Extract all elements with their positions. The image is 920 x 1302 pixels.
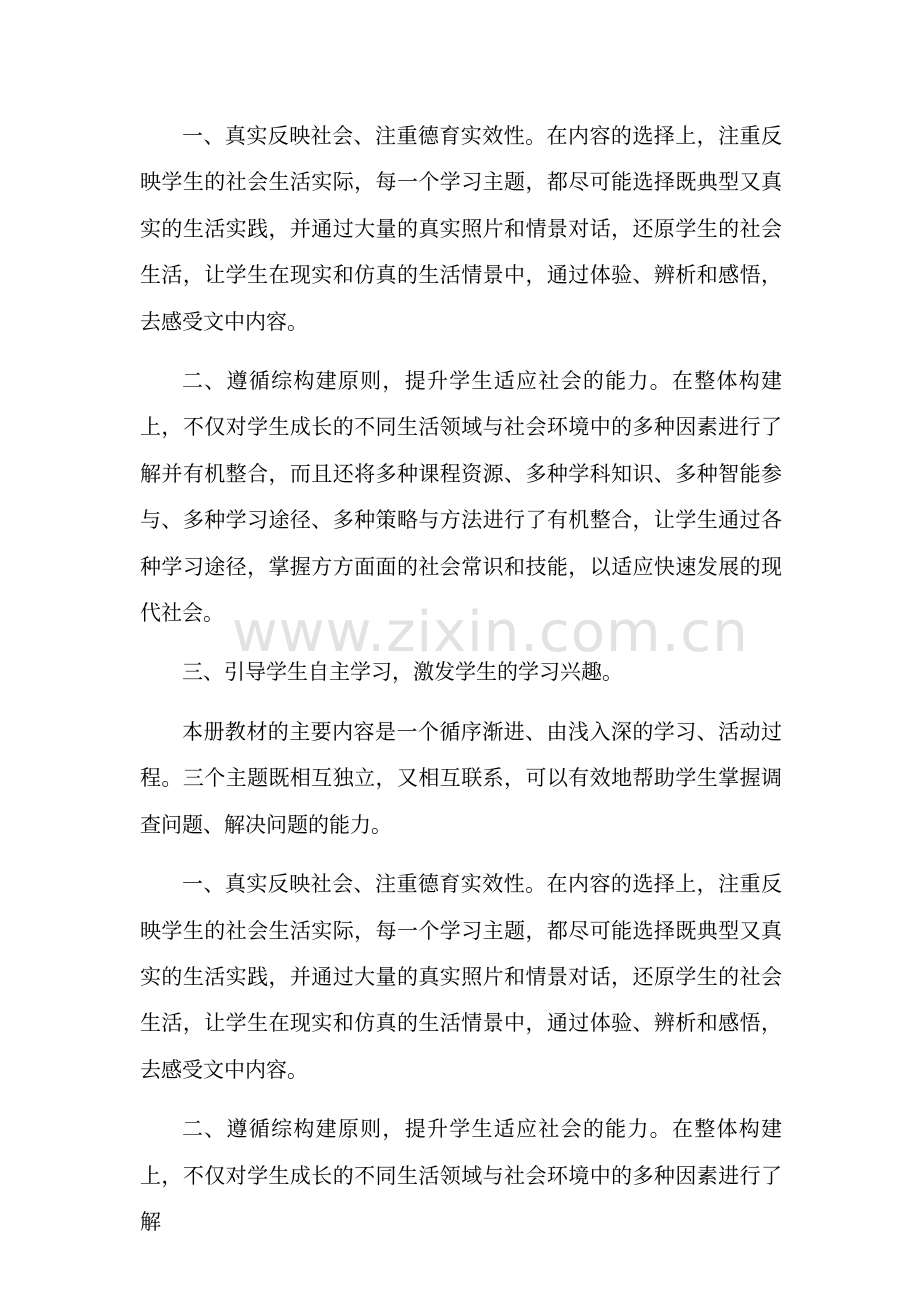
paragraph-2: 二、遵循综构建原则，提升学生适应社会的能力。在整体构建上，不仅对学生成长的不同生活领域与社会环境中的多种因素进行了解并有机整合，而且还将多种课程资源、多种学科知识、多种智能参与、多种学习途径、多种策略与方法进行了有机整合，让学生通过各种学习途径，掌握方方面面的社会常识和技能，以适应快速发展的现代社会。	[140, 369, 782, 626]
paragraph-4: 本册教材的主要内容是一个循序渐进、由浅入深的学习、活动过程。三个主题既相互独立，又相互联系，可以有效地帮助学生掌握调查问题、解决问题的能力。	[140, 719, 782, 837]
paragraph-3: 三、引导学生自主学习，激发学生的学习兴趣。	[182, 660, 623, 685]
paragraph-1: 一、真实反映社会、注重德育实效性。在内容的选择上，注重反映学生的社会生活实际，每一个学习主题，都尽可能选择既典型又真实的生活实践，并通过大量的真实照片和情景对话，还原学生的社会生活，让学生在现实和仿真的生活情景中，通过体验、辨析和感悟，去感受文中内容。	[140, 124, 782, 334]
document-body	[140, 113, 782, 1245]
paragraph-5: 一、真实反映社会、注重德育实效性。在内容的选择上，注重反映学生的社会生活实际，每一个学习主题，都尽可能选择既典型又真实的生活实践，并通过大量的真实照片和情景对话，还原学生的社会生活，让学生在现实和仿真的生活情景中，通过体验、辨析和感悟，去感受文中内容。	[140, 872, 782, 1082]
watermark: www.zixin.com.cn	[232, 600, 749, 665]
paragraph-6: 二、遵循综构建原则，提升学生适应社会的能力。在整体构建上，不仅对学生成长的不同生活领域与社会环境中的多种因素进行了解	[140, 1117, 782, 1234]
